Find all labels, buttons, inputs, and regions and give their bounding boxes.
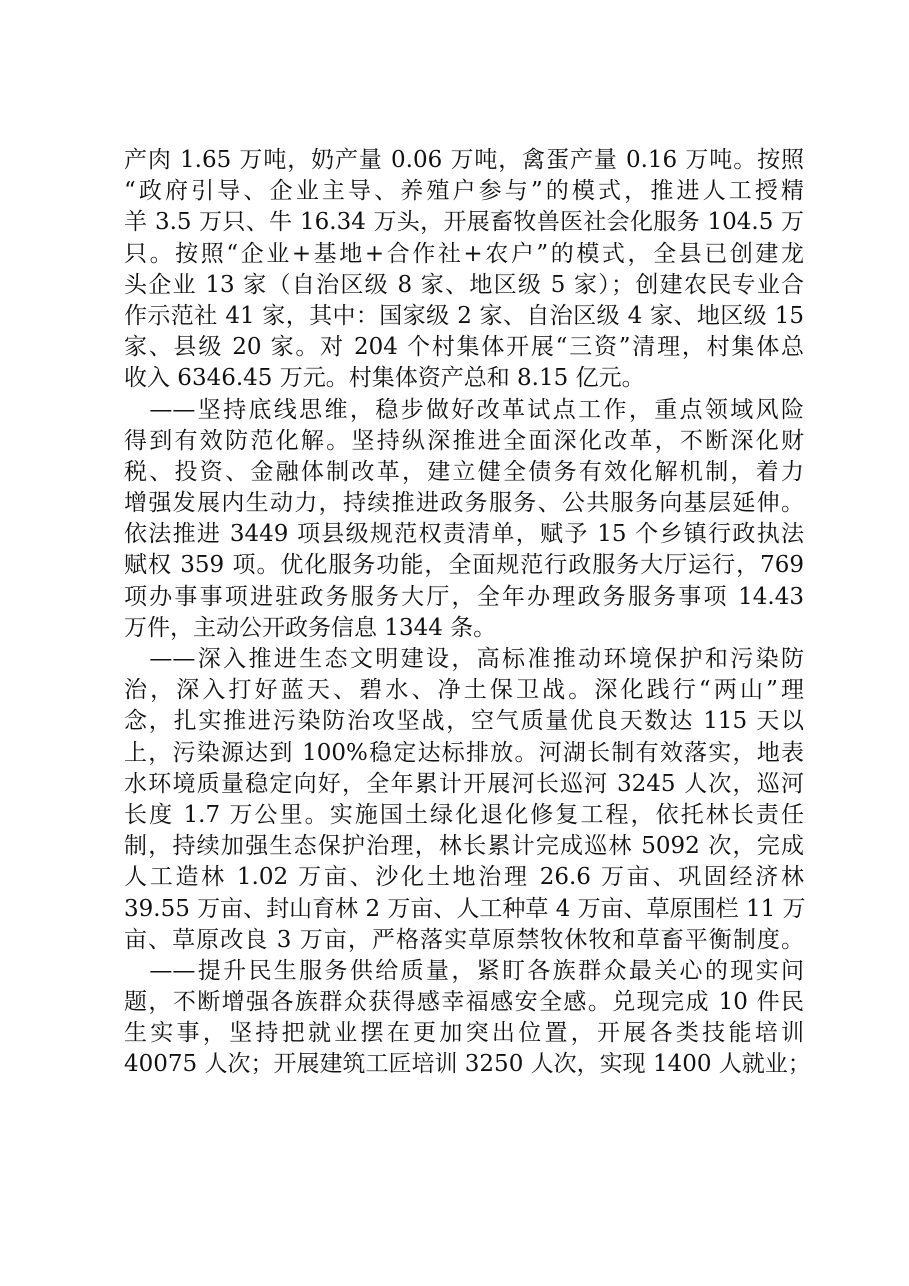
text-line: 得到有效防范化解。坚持纵深推进全面深化改革，不断深化财 [124,427,804,454]
text-line: 治，深入打好蓝天、碧水、净土保卫战。深化践行“两山”理 [124,677,804,704]
text-line: 39.55 万亩、封山育林 2 万亩、人工种草 4 万亩、草原围栏 11 万 [124,895,806,922]
text-line: ——深入推进生态文明建设，高标准推动环境保护和污染防 [124,646,804,672]
text-line: 念，扎实推进污染防治攻坚战，空气质量优良天数达 115 天以 [124,708,804,735]
text-line: 题，不断增强各族群众获得感幸福感安全感。兑现完成 10 件民 [124,989,804,1016]
text-line: ——提升民生服务供给质量，紧盯各族群众最关心的现实问 [124,957,804,984]
text-line: 只。按照“企业+基地+合作社+农户”的模式，全县已创建龙 [124,240,804,267]
text-line: 产肉 1.65 万吨，奶产量 0.06 万吨，禽蛋产量 0.16 万吨。按照 [124,147,804,173]
text-line: 依法推进 3449 项县级规范权责清单，赋予 15 个乡镇行政执法 [124,521,804,548]
text-line: “政府引导、企业主导、养殖户参与”的模式，推进人工授精 [124,178,804,205]
text-line: 项办事事项进驻政务服务大厅，全年办理政务服务事项 14.43 [124,583,804,610]
text-line: 税、投资、金融体制改革，建立健全债务有效化解机制，着力 [124,458,804,485]
text-line: 生实事，坚持把就业摆在更加突出位置，开展各类技能培训 [124,1020,804,1047]
body-text [124,145,811,1081]
text-line: 人工造林 1.02 万亩、沙化土地治理 26.6 万亩、巩固经济林 [124,864,804,891]
text-line: 赋权 359 项。优化服务功能，全面规范行政服务大厅运行，769 [124,552,804,579]
text-line: 万件，主动公开政务信息 1344 条。 [124,614,497,641]
text-line: 亩、草原改良 3 万亩，严格落实草原禁牧休牧和草畜平衡制度。 [124,926,804,953]
text-line: 作示范社 41 家，其中：国家级 2 家、自治区级 4 家、地区级 15 [124,302,804,329]
text-line: 长度 1.7 万公里。实施国土绿化退化修复工程，依托林长责任 [124,801,804,828]
text-line: 40075 人次；开展建筑工匠培训 3250 人次，实现 1400 人就业； [124,1051,811,1078]
text-line: 收入 6346.45 万元。村集体资产总和 8.15 亿元。 [124,365,645,392]
text-line: 羊 3.5 万只、牛 16.34 万头，开展畜牧兽医社会化服务 104.5 万 [124,209,804,236]
text-line: ——坚持底线思维，稳步做好改革试点工作，重点领域风险 [124,396,804,423]
text-line: 上，污染源达到 100%稳定达标排放。河湖长制有效落实，地表 [124,739,804,766]
text-line: 水环境质量稳定向好，全年累计开展河长巡河 3245 人次，巡河 [124,770,804,797]
text-line: 增强发展内生动力，持续推进政务服务、公共服务向基层延伸。 [124,490,804,517]
text-line: 头企业 13 家（自治区级 8 家、地区级 5 家）；创建农民专业合 [124,271,804,298]
text-line: 家、县级 20 家。对 204 个村集体开展“三资”清理，村集体总 [124,334,804,361]
text-line: 制，持续加强生态保护治理，林长累计完成巡林 5092 次，完成 [124,833,804,860]
